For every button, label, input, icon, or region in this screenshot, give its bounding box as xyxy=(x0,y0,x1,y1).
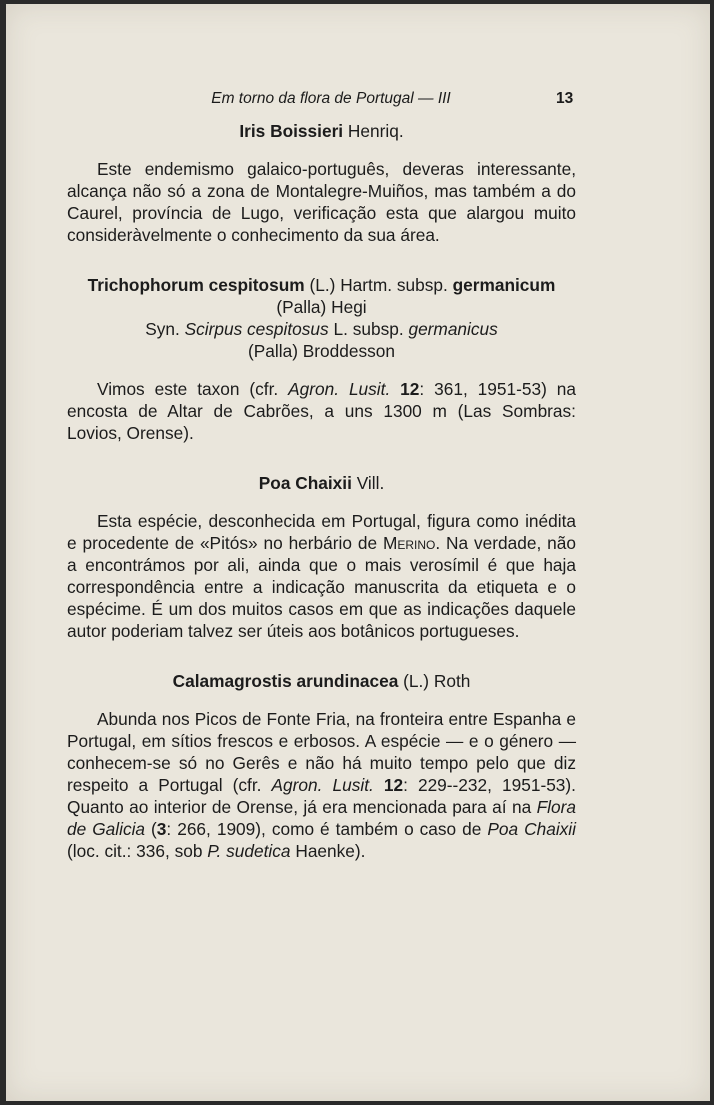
species-reference: Poa Chaixii xyxy=(487,819,576,839)
subspecies-name: germanicum xyxy=(452,275,556,295)
synonym-author: L. subsp. xyxy=(333,319,404,339)
citation-volume: 12 xyxy=(400,379,420,399)
species-heading-iris xyxy=(67,120,576,142)
species-heading-trichophorum xyxy=(67,274,576,362)
text-run: (loc. cit.: 336, sob xyxy=(67,841,203,861)
species-name: Poa Chaixii xyxy=(258,473,352,493)
citation-flora: Flora de Galicia xyxy=(67,797,576,839)
subspecies-author: (Palla) Hegi xyxy=(276,297,367,317)
species-heading-calamagrostis xyxy=(67,670,576,692)
species-heading-poa xyxy=(67,472,576,494)
species-name: Iris Boissieri xyxy=(239,121,344,141)
citation-journal: Agron. Lusit. xyxy=(288,379,391,399)
paragraph-calamagrostis xyxy=(67,708,576,862)
text-run: : 229--232, 1951-53). Quanto ao interior de Orense, já era mencionada para aí na xyxy=(67,775,576,817)
citation-journal: Agron. Lusit. xyxy=(271,775,374,795)
text-run: : 361, 1951-53) na encosta de Altar de Cabrões, a uns 1300 m (Las Sombras: Lovios, Orense). xyxy=(67,379,576,443)
paragraph-poa xyxy=(67,510,576,642)
text-run: Vimos este taxon (cfr. xyxy=(97,379,279,399)
text-run: Abunda nos Picos de Fonte Fria, na fronteira entre Espanha e Portugal, em sítios frescos e erbosos. A espécie — e o género — conhecem-se só no Gerês e não há muito tempo pelo que diz respeito a Portugal (cfr. xyxy=(67,709,576,795)
synonym-author-line: (Palla) Broddesson xyxy=(248,341,395,361)
page-number: 13 xyxy=(556,90,574,107)
synonym-name: Scirpus cespitosus xyxy=(184,319,329,339)
text-run: Haenke). xyxy=(295,841,366,861)
species-author: (L.) Hartm. subsp. xyxy=(309,275,448,295)
species-author: Henriq. xyxy=(347,121,404,141)
citation-volume: 12 xyxy=(383,775,404,795)
species-reference: P. sudetica xyxy=(207,841,291,861)
synonym-subspecies: germanicus xyxy=(408,319,498,339)
page-body xyxy=(67,120,576,862)
species-author: Vill. xyxy=(356,473,385,493)
species-name: Calamagrostis arundinacea xyxy=(172,671,399,691)
synonym-line xyxy=(67,318,576,340)
species-author: (L.) Roth xyxy=(403,671,471,691)
text-run: Esta espécie, desconhecida em Portugal, figura como inédita e procedente de «Pitós» no herbário de xyxy=(67,511,576,553)
text-run: : 266, 1909), como é também o caso de xyxy=(166,819,482,839)
text-run: . Na verdade, não a encontrámos por ali, ainda que o mais verosímil é que haja correspondência entre a indicação manuscrita da etiqueta e o espécime. É um dos muitos casos em que as indicações daquele autor poderiam talvez ser úteis aos botânicos portugueses. xyxy=(67,533,576,641)
running-title: Em torno da flora de Portugal — III xyxy=(211,90,451,107)
citation-volume: 3 xyxy=(156,819,167,839)
text-run: ( xyxy=(151,819,157,839)
paragraph-iris: Este endemismo galaico-português, deveras interessante, alcança não só a zona de Montalegre-Muiños, mas também a do Caurel, província de Lugo, verificação esta que alargou muito consideràvelmente o conhecimento da sua área. xyxy=(67,159,576,245)
species-name: Trichophorum cespitosum xyxy=(87,275,305,295)
herbarium-author: Merino xyxy=(382,533,436,553)
document-page xyxy=(6,4,710,1101)
synonym-label: Syn. xyxy=(145,319,180,339)
paragraph-trichophorum xyxy=(67,378,576,444)
